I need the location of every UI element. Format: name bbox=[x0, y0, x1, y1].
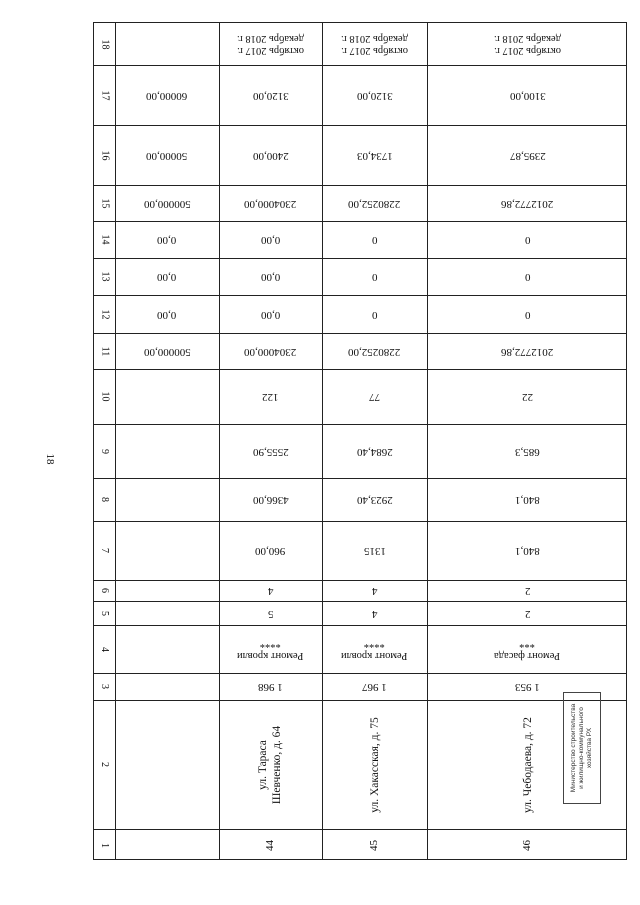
row-45-col-8-text: 2923,40 bbox=[356, 494, 393, 506]
row-45-col-12-text: 0 bbox=[371, 308, 378, 321]
limit-cell-16-text: 50000,00 bbox=[146, 149, 188, 162]
column-number-6-text: 6 bbox=[99, 588, 110, 593]
row-44-col-16 bbox=[219, 125, 322, 185]
row-44-col-17-text: 3120,00 bbox=[252, 89, 289, 102]
limit-cell-12 bbox=[115, 295, 219, 333]
row-44-col-11 bbox=[219, 333, 322, 369]
row-46-col-6-text: 2 bbox=[524, 585, 531, 597]
limit-cell-13-text: 0,00 bbox=[157, 271, 177, 283]
row-45-col-15 bbox=[322, 185, 427, 221]
column-number-5-text: 5 bbox=[99, 610, 110, 616]
row-46-col-14-text: 0 bbox=[524, 234, 531, 246]
column-number-12 bbox=[94, 295, 115, 333]
column-number-17-text: 17 bbox=[99, 90, 110, 100]
row-45-col-6 bbox=[322, 580, 427, 601]
row-45-col-15-text: 2280252,00 bbox=[348, 197, 401, 210]
limit-cell-16 bbox=[115, 125, 219, 185]
row-44-col-6 bbox=[219, 580, 322, 601]
row-46-col-5 bbox=[427, 601, 628, 625]
row-45-col-1-text: 45 bbox=[368, 839, 380, 851]
row-45-col-9 bbox=[322, 424, 427, 478]
row-46-col-8 bbox=[427, 478, 628, 521]
row-46-col-16 bbox=[427, 125, 628, 185]
row-45-col-10-text: 77 bbox=[369, 391, 380, 403]
row-46-col-1-text: 46 bbox=[521, 839, 533, 851]
row-46-col-9 bbox=[427, 424, 628, 478]
column-number-2 bbox=[94, 700, 115, 829]
row-46-col-16-text: 2395,87 bbox=[509, 149, 546, 162]
row-44-col-13-text: 0,00 bbox=[260, 271, 281, 283]
limit-cell-12-text: 0,00 bbox=[157, 308, 177, 321]
row-44-col-5 bbox=[219, 601, 322, 625]
column-number-5 bbox=[94, 601, 115, 625]
stamp-text: Министерство строительства и жилищно-коммунального хозяйства РХ bbox=[570, 703, 594, 793]
row-46-col-17 bbox=[427, 65, 628, 125]
row-44-col-10 bbox=[219, 369, 322, 424]
column-number-7-text: 7 bbox=[99, 548, 110, 553]
limit-cell-13 bbox=[115, 258, 219, 295]
row-45-col-14 bbox=[322, 221, 427, 258]
row-46-col-10 bbox=[427, 369, 628, 424]
approval-stamp bbox=[563, 692, 601, 804]
row-46-col-4-text: Ремонт фасада *** bbox=[494, 638, 561, 661]
row-46-col-6 bbox=[427, 580, 628, 601]
row-46-col-7-text: 840,1 bbox=[515, 545, 540, 557]
column-number-16 bbox=[94, 125, 115, 185]
column-number-11 bbox=[94, 333, 115, 369]
row-44-col-15 bbox=[219, 185, 322, 221]
column-number-9-text: 9 bbox=[99, 448, 110, 454]
column-number-13-text: 13 bbox=[99, 271, 110, 282]
row-45-col-3 bbox=[322, 673, 427, 700]
column-number-8-text: 8 bbox=[99, 497, 110, 502]
column-number-1-text: 1 bbox=[99, 842, 110, 848]
row-45-col-12 bbox=[322, 295, 427, 333]
row-44-col-2-text: ул. Тараса Шевченко, д. 64 bbox=[257, 725, 284, 804]
row-44-col-3 bbox=[219, 673, 322, 700]
limit-cell-17-text: 60000,00 bbox=[146, 89, 188, 102]
column-number-4-text: 4 bbox=[99, 646, 110, 652]
row-45-col-4 bbox=[322, 625, 427, 673]
column-number-7 bbox=[94, 521, 115, 580]
column-number-14 bbox=[94, 221, 115, 258]
row-46-col-2-text: ул. Чебодаева, д. 72 bbox=[521, 716, 534, 813]
row-44-col-4-text: Ремонт кровли **** bbox=[237, 638, 304, 661]
row-44-col-8-text: 4366,00 bbox=[252, 494, 289, 506]
column-number-18-text: 18 bbox=[99, 39, 110, 49]
row-46-col-7 bbox=[427, 521, 628, 580]
column-number-14-text: 14 bbox=[99, 234, 110, 245]
row-46-col-4 bbox=[427, 625, 628, 673]
row-45-col-10 bbox=[322, 369, 427, 424]
row-44-col-11-text: 2304000,00 bbox=[244, 345, 297, 358]
row-45-col-13-text: 0 bbox=[371, 271, 378, 283]
row-44-col-6-text: 4 bbox=[267, 585, 274, 597]
row-44-col-18-text: октябрь 2017 г. декабрь 2018 г. bbox=[237, 33, 304, 56]
column-number-15 bbox=[94, 185, 115, 221]
row-46-col-12 bbox=[427, 295, 628, 333]
row-44-col-12-text: 0,00 bbox=[260, 308, 281, 321]
row-45-col-9-text: 2684,40 bbox=[356, 445, 393, 458]
column-number-17 bbox=[94, 65, 115, 125]
column-number-13 bbox=[94, 258, 115, 295]
row-44-col-13 bbox=[219, 258, 322, 295]
row-46-col-17-text: 3100,00 bbox=[509, 89, 546, 102]
row-46-col-13 bbox=[427, 258, 628, 295]
page-number: 18 bbox=[44, 453, 56, 465]
row-44-col-14-text: 0,00 bbox=[260, 234, 281, 246]
row-45-col-14-text: 0 bbox=[371, 234, 378, 246]
row-45-col-11 bbox=[322, 333, 427, 369]
row-44-col-8 bbox=[219, 478, 322, 521]
row-44-col-4 bbox=[219, 625, 322, 673]
row-46-col-13-text: 0 bbox=[524, 271, 531, 283]
column-number-10 bbox=[94, 369, 115, 424]
row-46-col-8-text: 840,1 bbox=[515, 494, 540, 506]
row-45-col-4-text: Ремонт кровли **** bbox=[341, 638, 408, 661]
row-46-col-11 bbox=[427, 333, 628, 369]
row-45-col-17 bbox=[322, 65, 427, 125]
row-44-col-1 bbox=[219, 829, 322, 861]
row-45-col-18 bbox=[322, 23, 427, 65]
limit-cell-17 bbox=[115, 65, 219, 125]
row-46-col-18-text: октябрь 2017 г. декабрь 2018 г. bbox=[494, 33, 561, 56]
row-44-col-1-text: 44 bbox=[264, 839, 276, 851]
row-45-col-16-text: 1734,03 bbox=[356, 149, 393, 162]
row-44-col-12 bbox=[219, 295, 322, 333]
row-45-col-2-text: ул. Хакасская, д. 75 bbox=[368, 716, 381, 813]
document-table bbox=[93, 22, 627, 860]
row-46-col-18 bbox=[427, 23, 628, 65]
column-number-10-text: 10 bbox=[99, 391, 110, 402]
row-45-col-17-text: 3120,00 bbox=[356, 89, 393, 102]
column-number-8 bbox=[94, 478, 115, 521]
row-44-col-2 bbox=[219, 700, 322, 829]
row-45-col-6-text: 4 bbox=[371, 585, 378, 597]
row-46-col-10-text: 22 bbox=[522, 391, 533, 403]
row-45-col-5-text: 4 bbox=[371, 607, 378, 620]
row-44-col-7-text: 960,00 bbox=[255, 545, 286, 557]
column-number-3-text: 3 bbox=[99, 684, 110, 689]
row-44-col-14 bbox=[219, 221, 322, 258]
row-45-col-1 bbox=[322, 829, 427, 861]
column-number-4 bbox=[94, 625, 115, 673]
row-45-col-8 bbox=[322, 478, 427, 521]
column-number-2-text: 2 bbox=[99, 762, 110, 767]
row-44-col-9 bbox=[219, 424, 322, 478]
limit-cell-14 bbox=[115, 221, 219, 258]
row-46-col-11-text: 2012772,86 bbox=[501, 345, 554, 358]
row-45-col-2 bbox=[322, 700, 427, 829]
limit-cell-15-text: 500000,00 bbox=[143, 197, 191, 210]
column-number-3 bbox=[94, 673, 115, 700]
row-46-col-3-text: 1 953 bbox=[515, 681, 540, 693]
row-46-col-9-text: 685,3 bbox=[515, 445, 540, 458]
row-44-col-10-text: 122 bbox=[262, 391, 279, 403]
row-46-col-5-text: 2 bbox=[524, 607, 531, 620]
column-number-12-text: 12 bbox=[99, 309, 110, 319]
column-number-11-text: 11 bbox=[98, 346, 110, 356]
row-44-col-7 bbox=[219, 521, 322, 580]
row-45-col-3-text: 1 967 bbox=[362, 681, 387, 693]
row-45-col-11-text: 2280252,00 bbox=[348, 345, 401, 358]
column-number-6 bbox=[94, 580, 115, 601]
column-number-16-text: 16 bbox=[99, 150, 110, 160]
row-46-col-15-text: 2012772,86 bbox=[501, 197, 554, 210]
row-44-col-18 bbox=[219, 23, 322, 65]
limit-cell-15 bbox=[115, 185, 219, 221]
row-44-col-5-text: 5 bbox=[267, 607, 274, 620]
row-46-col-1 bbox=[427, 829, 628, 861]
column-number-15-text: 15 bbox=[99, 198, 110, 208]
column-number-9 bbox=[94, 424, 115, 478]
row-44-col-17 bbox=[219, 65, 322, 125]
row-46-col-15 bbox=[427, 185, 628, 221]
row-44-col-16-text: 2400,00 bbox=[252, 149, 289, 162]
row-45-col-7 bbox=[322, 521, 427, 580]
row-46-col-12-text: 0 bbox=[524, 308, 531, 321]
row-45-col-5 bbox=[322, 601, 427, 625]
row-46-col-14 bbox=[427, 221, 628, 258]
row-45-col-16 bbox=[322, 125, 427, 185]
limit-cell-11-text: 500000,00 bbox=[143, 345, 191, 358]
limit-cell-14-text: 0,00 bbox=[157, 234, 177, 246]
column-number-18 bbox=[94, 23, 115, 65]
row-44-col-15-text: 2304000,00 bbox=[244, 197, 297, 210]
row-45-col-13 bbox=[322, 258, 427, 295]
row-44-col-9-text: 2555,90 bbox=[252, 445, 289, 458]
row-44-col-3-text: 1 968 bbox=[258, 681, 283, 693]
limit-cell-11 bbox=[115, 333, 219, 369]
row-45-col-18-text: октябрь 2017 г. декабрь 2018 г. bbox=[341, 33, 408, 56]
column-number-1 bbox=[94, 829, 115, 861]
row-45-col-7-text: 1315 bbox=[363, 545, 386, 557]
